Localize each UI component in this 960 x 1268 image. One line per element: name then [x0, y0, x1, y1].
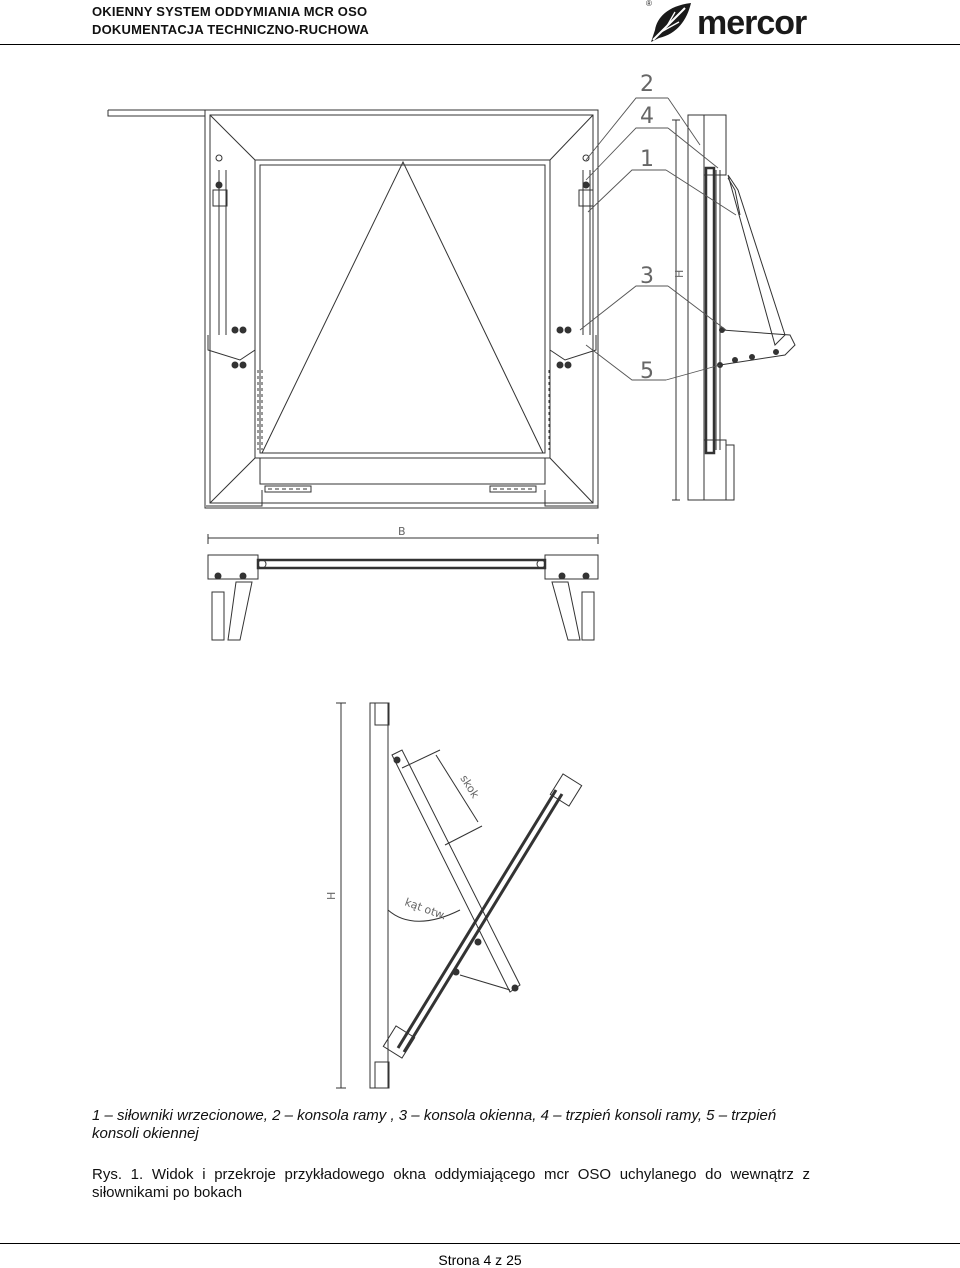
callout-leaders [580, 98, 736, 380]
plan-section [208, 534, 598, 640]
width-label-plan: B [398, 525, 406, 538]
callout-5: 5 [640, 359, 654, 384]
callout-3: 3 [640, 264, 654, 289]
actuator-right [545, 155, 598, 506]
legend-caption: 1 – siłowniki wrzecionowe, 2 – konsola ramy , 3 – konsola okienna, 4 – trzpień konsoli ramy, 5 – trzpień konsoli okiennej [92, 1107, 777, 1142]
figure-caption: Rys. 1. Widok i przekroje przykładowego okna oddymiającego mcr OSO uchylanego do wewnątrz z siłownikami po bokach [92, 1166, 810, 1201]
header-title-line1: OKIENNY SYSTEM ODDYMIANIA MCR OSO [92, 4, 368, 19]
page-number: Strona 4 z 25 [438, 1252, 522, 1268]
header-title-line2: DOKUMENTACJA TECHNICZNO-RUCHOWA [92, 22, 370, 37]
open-section [336, 703, 582, 1088]
registered-mark: ® [646, 0, 652, 8]
bottom-hinges [265, 486, 536, 492]
height-label-open: H [325, 891, 338, 900]
opening-angle-label: kąt otw. [402, 895, 449, 923]
callout-1: 1 [640, 147, 654, 172]
front-view [108, 110, 598, 508]
callout-2: 2 [640, 72, 654, 97]
actuator-left [206, 155, 262, 506]
footer-rule [0, 1243, 960, 1244]
height-label-side: H [673, 269, 686, 278]
callout-4: 4 [640, 104, 654, 129]
stroke-label: skok [457, 772, 482, 801]
side-section [672, 115, 795, 500]
logo-wordmark: mercor [697, 4, 807, 42]
